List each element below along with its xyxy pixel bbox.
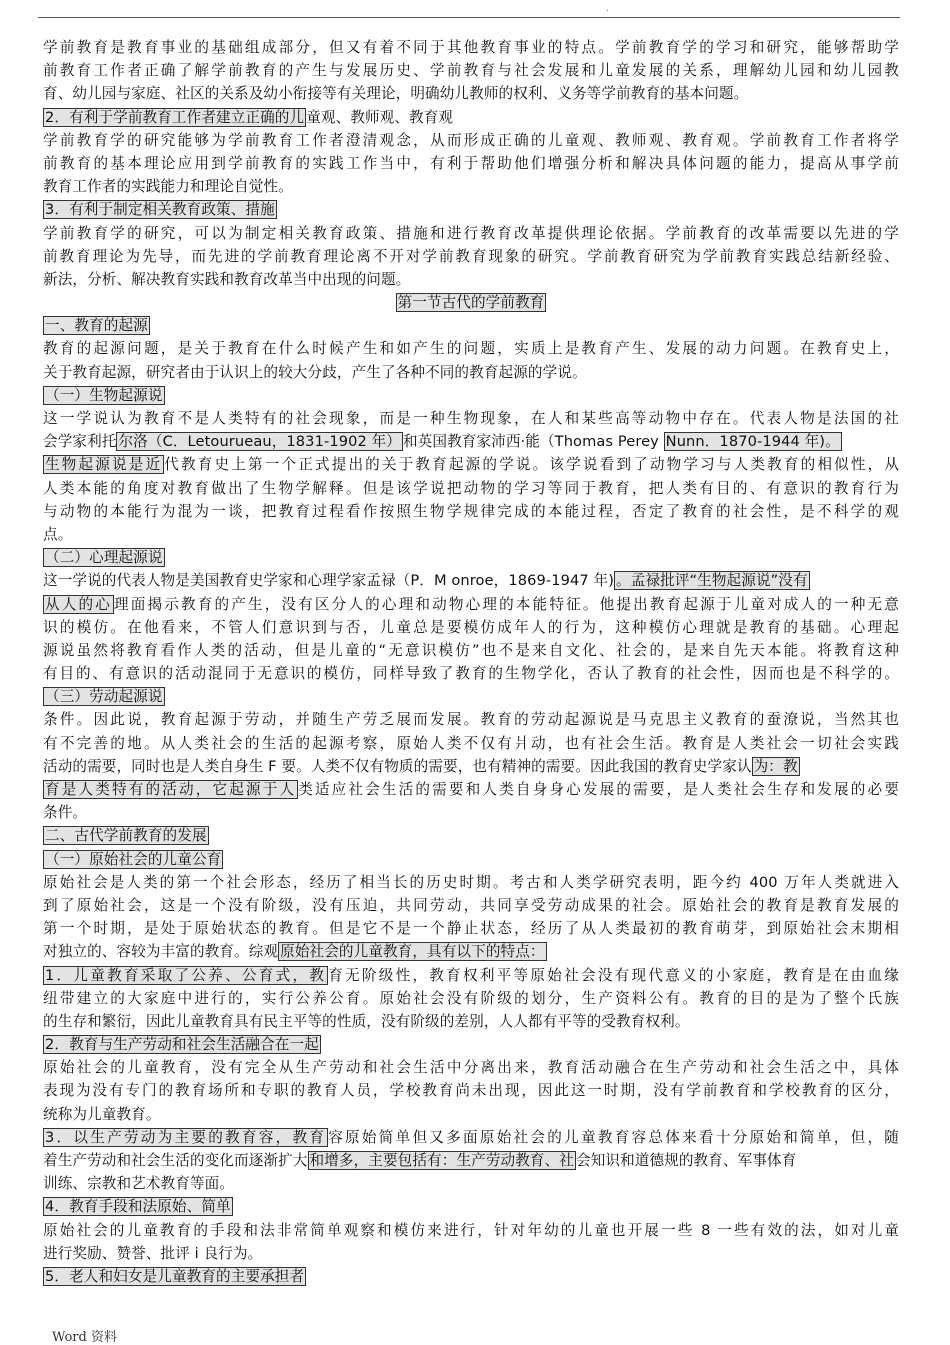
body-text: 容原始简单但又多面原始社会的儿童教育容总体来看十分原始和简单，但，随 — [328, 1128, 899, 1146]
text-line — [43, 1056, 899, 1079]
text-line — [43, 987, 899, 1010]
highlighted-text: 原始社会的儿童教育，具有以下的特点： — [280, 943, 545, 961]
body-text: 着生产劳动和社会生活的变化而逐渐扩大 — [43, 1152, 308, 1169]
highlighted-text: 。孟禄批评“生物起源说”没有 — [616, 572, 808, 590]
body-text: 新法，分析、解决教育实践和教育改革当中出现的问题。 — [43, 270, 411, 288]
highlighted-text: 3．以生产劳动为主要的教育容，教育 — [45, 1128, 327, 1146]
text-line — [43, 407, 899, 430]
text-line — [43, 708, 899, 731]
text-line — [43, 639, 899, 662]
body-text: 童观、教师观、教育观 — [306, 108, 454, 126]
body-text: 原始社会是人类的第一个社会形态，经历了相当长的历史时期。考古和人类学研究表明，距今约 400 万年人类就进入 — [43, 873, 899, 891]
body-text: 训练、宗教和艺术教育等面。 — [43, 1175, 235, 1193]
text-line — [43, 755, 899, 778]
text-line — [43, 801, 899, 824]
text-line — [43, 361, 899, 384]
highlighted-text: 一、教育的起源 — [45, 317, 148, 335]
text-line — [43, 384, 899, 407]
text-line — [43, 268, 899, 291]
text-line — [43, 917, 899, 940]
body-text: 到了原始社会，这是一个没有阶级，没有压迫，共同劳动，共同享受劳动成果的社会。原始社会的教育是教育发展的 — [43, 896, 899, 914]
highlighted-text: （二）心理起源说 — [45, 549, 163, 567]
highlighted-text: 和增多，主要包括有：生产劳动教育、社 — [309, 1152, 574, 1169]
highlighted-text: 3．有利于制定相关教育政策、措施 — [45, 201, 275, 219]
text-line — [43, 198, 899, 221]
highlighted-text: 为：教 — [753, 757, 798, 775]
text-line — [43, 940, 899, 963]
body-text: 教育工作者的实践能力和理论自觉性。 — [43, 178, 293, 196]
text-line — [43, 500, 899, 523]
text-line — [43, 871, 899, 894]
text-line — [43, 291, 899, 314]
highlighted-text: 2．有利于学前教育工作者建立正确的儿 — [45, 108, 305, 126]
highlighted-text: 从人的心 — [45, 595, 112, 613]
text-line — [43, 1103, 899, 1126]
text-line — [43, 569, 899, 592]
body-text: 学前教育学的研究能够为学前教育工作者澄清观念，从而形成正确的儿童观、教师观、教育观。学前教育工作者将学 — [43, 131, 899, 149]
text-line — [43, 1195, 899, 1218]
text-line — [43, 685, 899, 708]
body-text: 点。 — [43, 525, 73, 543]
text-line — [43, 1010, 899, 1033]
text-line — [43, 616, 899, 639]
body-text: 前教育工作者正确了解学前教育的产生与发展历史、学前教育与社会发展和儿童发展的关系，理解幼儿园和幼儿园教 — [43, 62, 899, 80]
text-line — [43, 1033, 899, 1056]
body-text: 源说虽然将教育看作人类的活动，但是儿童的“无意识模仿”也不是来自文化、社会的，是来自先天本能。将教育这种 — [43, 641, 899, 659]
highlighted-text: 二、古代学前教育的发展 — [45, 827, 207, 845]
body-text: 有不完善的地。从人类社会的生活的起源考察，原始人类不仅有爿动，也有社会生活。教育是人类社会一切社会实践 — [43, 734, 899, 752]
body-text: 育无阶级性，教育权利平等原始社会没有现代意义的小家庭，教育是在由血缘 — [328, 966, 899, 984]
text-line — [43, 523, 899, 546]
header-mark: . — [606, 4, 609, 14]
highlighted-text: 第一节古代的学前教育 — [397, 294, 545, 312]
text-line — [43, 129, 899, 152]
highlighted-text: （一）生物起源说 — [45, 386, 163, 404]
body-text: 这一学说认为教育不是人类特有的社会现象，而是一种生物现象，在人和某些高等动物中存在。代表人物是法国的社 — [43, 410, 899, 427]
text-line — [43, 314, 899, 337]
body-text: 学前教育学的研究，可以为制定相关教育政策、措施和进行教育改革提供理论依据。学前教育的改革需要以先进的学 — [43, 224, 899, 242]
highlighted-text: 1．儿童教育采取了公养、公育式，教 — [45, 966, 327, 984]
text-line — [43, 1172, 899, 1195]
text-line — [43, 106, 899, 129]
body-text: 进行奖励、赞誉、批评 i 良行为。 — [43, 1244, 263, 1262]
body-text: 纽带建立的大家庭中进行的，实行公养公育。原始社会没有阶级的划分，生产资料公有。教育的目的是为了整个氏族 — [43, 989, 899, 1007]
body-text: 前教育的基本理论应用到学前教育的实践工作当中，有利于帮助他们增强分析和解决具体问题的能力，提高从事学前 — [43, 154, 899, 172]
text-line — [43, 245, 899, 268]
body-text: 会知识和道德规的教育、军事体育 — [576, 1152, 797, 1169]
body-text: 对独立的、容较为丰富的教育。综观 — [43, 943, 279, 961]
body-text: 前教育理论为先导，而先进的学前教育理论离不开对学前教育现象的研究。学前教育研究为学前教育实践总结新经验、 — [43, 247, 899, 265]
text-line — [43, 824, 899, 847]
text-line — [43, 175, 899, 198]
body-text: 统称为儿童教育。 — [43, 1105, 161, 1123]
text-line — [43, 778, 899, 801]
body-text: 原始社会的儿童教育的手段和法非常简单观察和模仿来进行，针对年幼的儿童也开展一些 8 一些有效的法，如对儿童 — [43, 1221, 899, 1239]
text-line — [43, 152, 899, 175]
text-line — [43, 1149, 899, 1172]
text-line — [43, 1079, 899, 1102]
body-text: 和英国教育家沛西·能（Thomas Perey — [403, 433, 664, 451]
body-text: 有目的、有意识的活动混同于无意识的模仿，同样导致了教育的生物学化，否认了教育的社会性，因而也是不科学的。 — [43, 665, 899, 683]
text-line — [43, 337, 899, 360]
text-line — [43, 546, 899, 569]
highlighted-text: 生物起源说是近 — [45, 456, 163, 474]
body-text: 育、幼儿园与家庭、社区的关系及幼小衔接等有关理论，明确幼儿教师的权利、义务等学前教育的基本问题。 — [43, 85, 749, 103]
highlighted-text: （三）劳动起源说 — [45, 688, 163, 706]
text-line — [43, 1126, 899, 1149]
text-line — [43, 1219, 899, 1242]
body-text: 原始社会的儿童教育，没有完全从生产劳动和社会生活中分离出来，教育活动融合在生产劳动和社会生活之中，具体 — [43, 1059, 899, 1077]
body-text: 类适应社会生活的需要和人类自身身心发展的需要，是人类社会生存和发展的必要 — [298, 781, 899, 798]
text-line — [43, 82, 899, 105]
body-text: 条件。 — [43, 804, 88, 822]
page-footer: Word 资料 — [52, 1330, 117, 1345]
text-line — [43, 964, 899, 987]
body-text: 第一个时期，是处于原始状态的教育。但是它不是一个静止状态，经历了从人类最初的教育萌芽，到原始社会末期相 — [43, 920, 899, 938]
highlighted-text: 4．教育手段和法原始、简单 — [45, 1198, 231, 1216]
body-text: 条件。因此说，教育起源于劳动，并随生产劳乏展而发展。教育的劳动起源说是马克思主义教育的蚕潦说，当然其也 — [43, 711, 899, 729]
body-text: 这一学说的代表人物是美国教育史学家和心理学家孟禄（P．M onroe，1869-1947 年) — [43, 572, 615, 590]
body-text: 理面揭示教育的产生，没有区分人的心理和动物心理的本能特征。他提出教育起源于儿童对成人的一种无意 — [113, 595, 899, 613]
body-text: 识的模仿。在他看来，不管人们意识到与否，儿童总是要模仿成年人的行为，这种模仿心理就是教育的基础。心理起 — [43, 618, 899, 636]
text-line — [43, 222, 899, 245]
body-text: 教育的起源问题，是关于教育在什么时候产生和如产生的问题，实质上是教育产生、发展的动力问题。在教育史上， — [43, 340, 899, 358]
body-text: 会学家利托 — [43, 433, 117, 451]
highlighted-text: 育是人类特有的活动，它起源于人 — [45, 781, 297, 798]
text-line — [43, 453, 899, 476]
body-text: 人类本能的角度对教育做出了生物学解释。但是该学说把动物的学习等同于教育，把人类有目的、有意识的教育行为 — [43, 479, 899, 497]
body-text: 表现为没有专门的教育场所和专职的教育人员，学校教育尚未出现，因此这一时期，没有学前教育和学校教育的区分， — [43, 1082, 899, 1100]
text-line — [43, 430, 899, 453]
highlighted-text: Nunn．1870-1944 年)。 — [665, 433, 840, 451]
text-line — [43, 848, 899, 871]
highlighted-text: 2．教育与生产劳动和社会生活融合在一起 — [45, 1036, 319, 1054]
text-line — [43, 894, 899, 917]
text-line — [43, 732, 899, 755]
text-line — [43, 36, 899, 59]
header-rule — [38, 17, 900, 18]
text-line — [43, 1265, 899, 1288]
body-text: 代教育史上第一个正式提出的关于教育起源的学说。该学说看到了动物学习与人类教育的相似性，从 — [164, 456, 900, 474]
text-line — [43, 662, 899, 685]
body-text: 的生存和繁衍，因此儿童教育具有民主平等的性质，没有阶级的差别，人人都有平等的受教育权利。 — [43, 1012, 690, 1030]
text-line — [43, 1242, 899, 1265]
highlighted-text: （一）原始社会的儿童公育 — [45, 850, 222, 868]
body-text: 与动物的本能行为混为一谈，把教育过程看作按照生物学规律完成的本能过程，否定了教育的社会性，是不科学的观 — [43, 502, 899, 520]
body-text: 学前教育是教育事业的基础组成部分，但又有着不同于其他教育事业的特点。学前教育学的学习和研究，能够帮助学 — [43, 39, 899, 56]
document-body — [43, 36, 899, 1288]
highlighted-text: 5．老人和妇女是儿童教育的主要承担者 — [45, 1267, 305, 1285]
body-text: 关于教育起源，研究者由于认识上的较大分歧，产生了各种不同的教育起源的学说。 — [43, 363, 587, 381]
text-line — [43, 59, 899, 82]
highlighted-text: 尔洛（C．Letourueau，1831-1902 年） — [118, 433, 401, 451]
body-text: 活动的需要，同时也是人类自身生 F 要。人类不仅有物质的需要，也有精神的需要。因此我国的教育史学家认 — [43, 757, 752, 775]
text-line — [43, 593, 899, 616]
text-line — [43, 477, 899, 500]
